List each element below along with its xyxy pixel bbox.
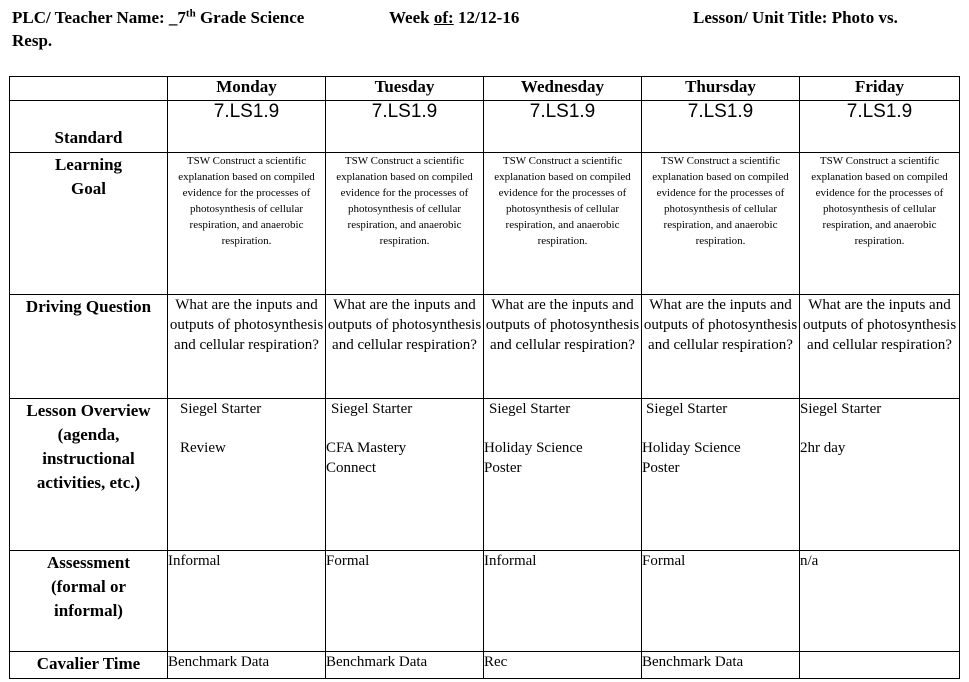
cavalier-time-wednesday: Rec	[484, 652, 642, 679]
overview-starter: Siegel Starter	[489, 401, 571, 417]
cavalier-time-thursday: Benchmark Data	[642, 652, 800, 679]
lesson-overview-friday	[800, 399, 960, 551]
driving-question-tuesday: What are the inputs and outputs of photosynthesis and cellular respiration?	[326, 295, 484, 399]
overview-starter: Siegel Starter	[331, 401, 413, 417]
overview-activity: Holiday Science	[484, 440, 583, 456]
teacher-name-header	[12, 8, 304, 28]
standard-friday: 7.LS1.9	[800, 101, 960, 153]
day-friday: Friday	[800, 77, 960, 101]
grade-subject: Grade Science	[195, 8, 305, 27]
lesson-overview-label-line4: activities, etc.)	[36, 473, 141, 492]
assessment-label-line2: (formal or	[50, 577, 127, 596]
week-header	[389, 8, 519, 28]
assessment-label	[10, 551, 168, 652]
cavalier-time-row	[10, 652, 960, 679]
corner-cell	[10, 77, 168, 101]
lesson-plan-table	[9, 76, 960, 679]
day-header-row	[10, 77, 960, 101]
driving-question-friday: What are the inputs and outputs of photosynthesis and cellular respiration?	[800, 295, 960, 399]
learning-goal-label-line2: Goal	[71, 179, 106, 198]
standard-tuesday: 7.LS1.9	[326, 101, 484, 153]
driving-question-label: Driving Question	[10, 295, 168, 399]
teacher-label: PLC/ Teacher Name: _7	[12, 8, 186, 27]
assessment-row	[10, 551, 960, 652]
week-label: Week	[389, 8, 434, 27]
cavalier-time-friday	[800, 652, 960, 679]
cavalier-time-tuesday: Benchmark Data	[326, 652, 484, 679]
lesson-overview-wednesday	[484, 399, 642, 551]
driving-question-monday: What are the inputs and outputs of photosynthesis and cellular respiration?	[168, 295, 326, 399]
lesson-overview-label-line1: Lesson Overview	[26, 401, 151, 420]
cavalier-time-monday: Benchmark Data	[168, 652, 326, 679]
standard-monday: 7.LS1.9	[168, 101, 326, 153]
overview-activity: 2hr day	[800, 440, 846, 456]
learning-goal-label	[10, 153, 168, 295]
standard-row	[10, 101, 960, 153]
week-label-of: of:	[433, 8, 454, 27]
day-wednesday: Wednesday	[484, 77, 642, 101]
day-thursday: Thursday	[642, 77, 800, 101]
lesson-overview-row	[10, 399, 960, 551]
assessment-thursday: Formal	[642, 551, 800, 652]
day-tuesday: Tuesday	[326, 77, 484, 101]
overview-starter: Siegel Starter	[800, 401, 882, 417]
lesson-overview-thursday	[642, 399, 800, 551]
overview-starter: Siegel Starter	[646, 401, 728, 417]
lesson-overview-tuesday	[326, 399, 484, 551]
assessment-wednesday: Informal	[484, 551, 642, 652]
learning-goal-tuesday: TSW Construct a scientific explanation based on compiled evidence for the processes of photosynthesis of cellular respiration, and anaerobic respiration.	[326, 153, 484, 295]
week-value: 12/12-16	[453, 8, 520, 27]
driving-question-wednesday: What are the inputs and outputs of photosynthesis and cellular respiration?	[484, 295, 642, 399]
driving-question-row	[10, 295, 960, 399]
lesson-overview-label-line2: (agenda,	[57, 425, 120, 444]
learning-goal-row	[10, 153, 960, 295]
assessment-tuesday: Formal	[326, 551, 484, 652]
learning-goal-monday: TSW Construct a scientific explanation based on compiled evidence for the processes of photosynthesis of cellular respiration, and anaerobic respiration.	[168, 153, 326, 295]
lesson-overview-label	[10, 399, 168, 551]
learning-goal-thursday: TSW Construct a scientific explanation based on compiled evidence for the processes of photosynthesis of cellular respiration, and anaerobic respiration.	[642, 153, 800, 295]
lesson-title-continued: Resp.	[12, 31, 53, 50]
overview-activity-line2: Poster	[484, 460, 522, 476]
assessment-friday: n/a	[800, 551, 960, 652]
overview-starter: Siegel Starter	[180, 401, 262, 417]
assessment-label-line3: informal)	[54, 601, 123, 620]
standard-label: Standard	[10, 101, 168, 153]
standard-wednesday: 7.LS1.9	[484, 101, 642, 153]
overview-activity-line2: Poster	[642, 460, 680, 476]
assessment-label-line1: Assessment	[46, 553, 131, 572]
standard-thursday: 7.LS1.9	[642, 101, 800, 153]
overview-activity-line2: Connect	[326, 460, 376, 476]
learning-goal-friday: TSW Construct a scientific explanation based on compiled evidence for the processes of photosynthesis of cellular respiration, and anaerobic respiration.	[800, 153, 960, 295]
lesson-overview-monday	[168, 399, 326, 551]
overview-activity: Review	[180, 440, 226, 456]
lesson-title-header: Lesson/ Unit Title: Photo vs.	[693, 8, 898, 27]
learning-goal-wednesday: TSW Construct a scientific explanation based on compiled evidence for the processes of photosynthesis of cellular respiration, and anaerobic respiration.	[484, 153, 642, 295]
overview-activity: Holiday Science	[642, 440, 741, 456]
cavalier-time-label: Cavalier Time	[10, 652, 168, 679]
lesson-overview-label-line3: instructional	[42, 449, 135, 468]
assessment-monday: Informal	[168, 551, 326, 652]
day-monday: Monday	[168, 77, 326, 101]
driving-question-thursday: What are the inputs and outputs of photosynthesis and cellular respiration?	[642, 295, 800, 399]
overview-activity: CFA Mastery	[326, 440, 407, 456]
learning-goal-label-line1: Learning	[54, 155, 123, 174]
grade-suffix: th	[185, 7, 196, 20]
